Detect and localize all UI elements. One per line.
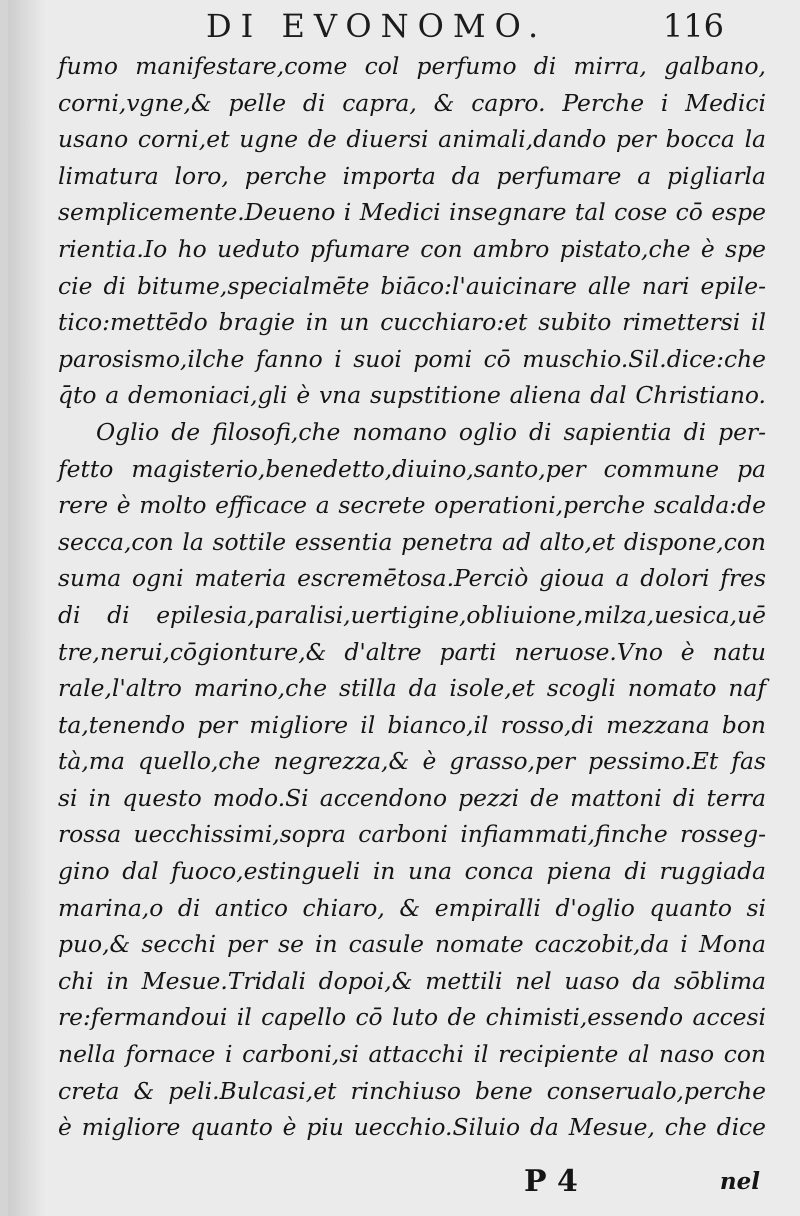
page-number: 116 xyxy=(662,7,724,45)
text-line: suma ogni materia escremētosa.Perciò gioua a dolori fres xyxy=(58,564,766,593)
text-line: creta & peli.Bulcasi,et rinchiuso bene conserualo,perche xyxy=(58,1076,766,1105)
text-line: è migliore quanto è piu uecchio.Siluio da Mesue, che dice xyxy=(58,1113,766,1142)
text-line: chi in Mesue.Tridali dopoi,& mettili nel uaso da sōblima xyxy=(58,966,766,995)
signature-mark: P 4 xyxy=(524,1164,578,1199)
text-line: usano corni,et ugne de diuersi animali,dando per bocca la xyxy=(58,125,766,154)
text-line: q̄to a demoniaci,gli è vna supstitione aliena dal Christiano. xyxy=(58,381,766,410)
text-line: tà,ma quello,che negrezza,& è grasso,per pessimo.Et fas xyxy=(58,747,766,776)
body-text xyxy=(58,48,766,1146)
text-line: semplicemente.Deueno i Medici insegnare tal cose cō espe xyxy=(58,198,766,227)
text-line: marina,o di antico chiaro, & empiralli d'oglio quanto si xyxy=(58,893,766,922)
text-line: corni,vgne,& pelle di capra, & capro. Perche i Medici xyxy=(58,88,766,117)
catchword: nel xyxy=(719,1168,760,1195)
text-line: nella fornace i carboni,si attacchi il recipiente al naso con xyxy=(58,1040,766,1069)
paragraph-start-line: Oglio de filosofi,che nomano oglio di sapientia di per- xyxy=(96,417,766,446)
text-line: fumo manifestare,come col perfumo di mirra, galbano, xyxy=(58,52,766,80)
text-line: secca,con la sottile essentia penetra ad alto,et dispone,con xyxy=(58,527,766,556)
text-line: rere è molto efficace a secrete operationi,perche scalda:de xyxy=(58,491,766,520)
text-line: fetto magisterio,benedetto,diuino,santo,per commune pa xyxy=(58,454,766,483)
text-line: puo,& secchi per se in casule nomate caczobit,da i Mona xyxy=(58,930,766,959)
text-line: rientia.Io ho ueduto pfumare con ambro pistato,che è spe xyxy=(58,234,766,263)
page-header xyxy=(54,4,754,48)
page-footer xyxy=(58,1160,766,1204)
text-line: tico:mettēdo bragie in un cucchiaro:et subito rimettersi il xyxy=(58,308,766,337)
text-line: di di epilesia,paralisi,uertigine,obliuione,milza,uesica,uē xyxy=(58,600,766,629)
text-line: limatura loro, perche importa da perfumare a pigliarla xyxy=(58,161,766,190)
text-line: tre,nerui,cōgionture,& d'altre parti neruose.Vno è natu xyxy=(58,637,766,666)
text-line: gino dal fuoco,estingueli in una conca piena di ruggiada xyxy=(58,857,766,886)
text-line: rale,l'altro marino,che stilla da isole,et scogli nomato naf xyxy=(58,674,766,703)
text-line: ta,tenendo per migliore il bianco,il rosso,di mezzana bon xyxy=(58,710,766,739)
text-line: si in questo modo.Si accendono pezzi de mattoni di terra xyxy=(58,783,766,812)
text-line: rossa uecchissimi,sopra carboni infiammati,finche rosseg- xyxy=(58,820,766,849)
running-title: DI EVONOMO. xyxy=(206,7,548,45)
text-line: cie di bitume,specialmēte biāco:l'auicinare alle nari epile- xyxy=(58,271,766,300)
text-line: parosismo,ilche fanno i suoi pomi cō muschio.Sil.dice:che xyxy=(58,344,766,373)
text-line: re:fermandoui il capello cō luto de chimisti,essendo accesi xyxy=(58,1003,766,1032)
